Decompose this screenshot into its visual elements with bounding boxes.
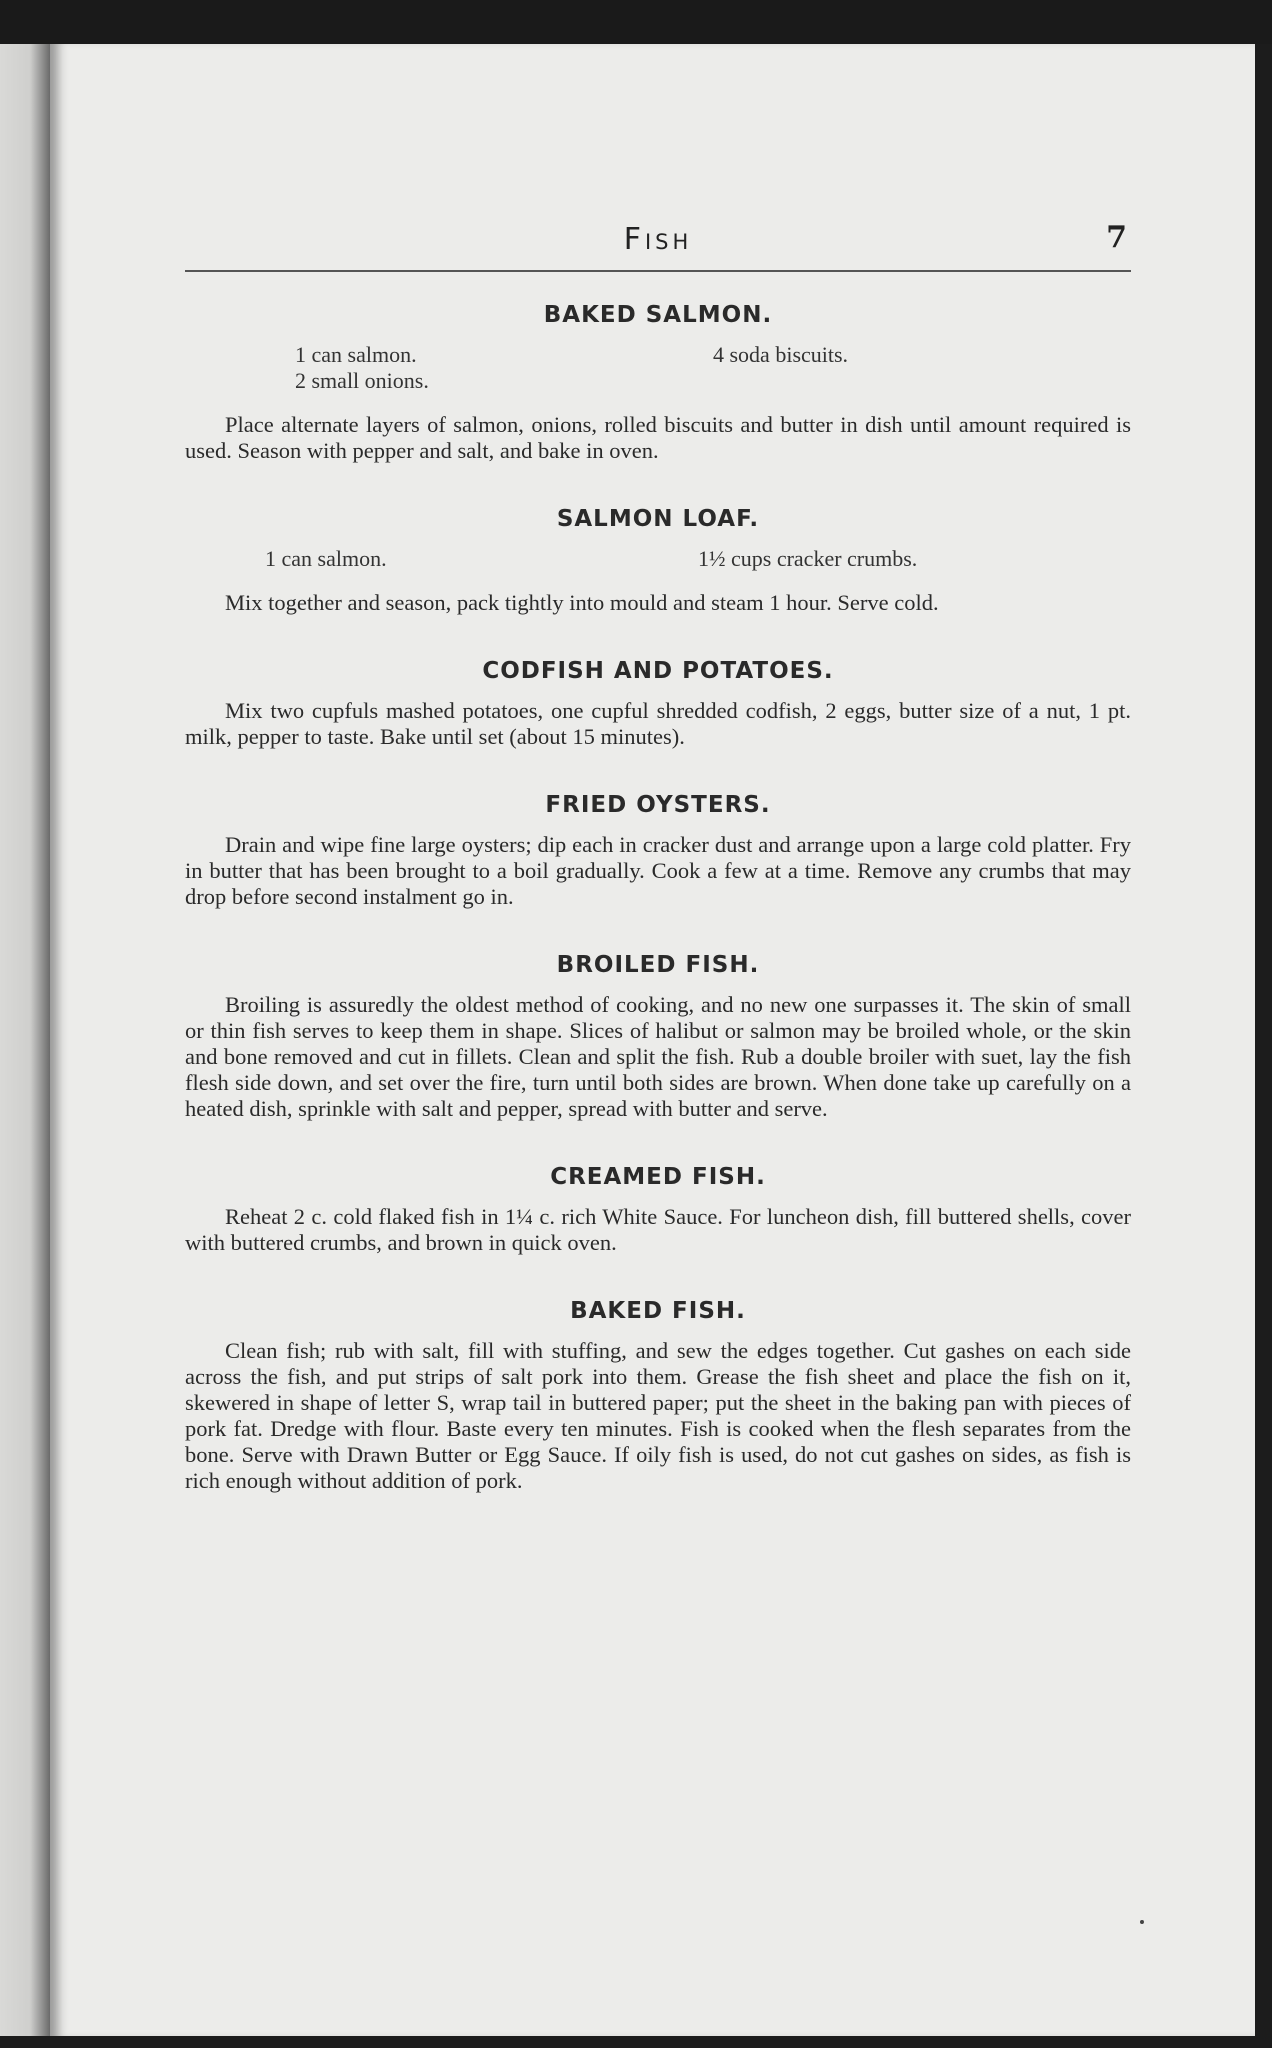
- ingredient-column-left: [295, 342, 713, 394]
- running-head: [185, 220, 1131, 272]
- recipe-creamed-fish: [185, 1164, 1131, 1256]
- recipe-instructions: Place alternate layers of salmon, onions, rolled biscuits and butter in dish until amount required is used. Season with pepper and salt, and bake in oven.: [185, 412, 1131, 463]
- running-title: Fish: [623, 222, 693, 257]
- recipe-baked-fish: [185, 1298, 1131, 1494]
- recipe-title: SALMON LOAF.: [556, 506, 760, 532]
- recipe-baked-salmon: [185, 302, 1131, 464]
- ingredient-column-right: [698, 546, 1131, 572]
- recipe-title: BROILED FISH.: [556, 952, 760, 978]
- recipe-instructions: Reheat 2 c. cold flaked fish in 1¼ c. rich White Sauce. For luncheon dish, fill buttered shells, cover with buttered crumbs, and brown in quick oven.: [185, 1204, 1131, 1255]
- recipe-title: CREAMED FISH.: [550, 1164, 766, 1190]
- ingredient: 2 small onions.: [295, 368, 429, 393]
- ingredient-column-left: [265, 546, 698, 572]
- ingredient-column-right: [713, 342, 1131, 394]
- recipe-codfish-and-potatoes: [185, 658, 1131, 750]
- recipe-broiled-fish: [185, 952, 1131, 1122]
- recipe-instructions: Broiling is assuredly the oldest method of cooking, and no new one surpasses it. The skin of small or thin fish serves to keep them in shape. Slices of halibut or salmon may be broiled whole, or the skin and bone removed and cut in fillets. Clean and split the fish. Rub a double broiler with suet, lay the fish flesh side down, and set over the fire, turn until both sides are brown. When done take up carefully on a heated dish, sprinkle with salt and pepper, spread with butter and serve.: [185, 992, 1131, 1121]
- recipe-salmon-loaf: [185, 506, 1131, 616]
- recipe-title: CODFISH AND POTATOES.: [482, 658, 834, 684]
- recipe-instructions: Mix two cupfuls mashed potatoes, one cupful shredded codfish, 2 eggs, butter size of a nut, 1 pt. milk, pepper to taste. Bake until set (about 15 minutes).: [185, 698, 1131, 749]
- ingredient: 1½ cups cracker crumbs.: [698, 546, 918, 571]
- recipe-title: FRIED OYSTERS.: [545, 792, 771, 818]
- recipe-instructions: Mix together and season, pack tightly into mould and steam 1 hour. Serve cold.: [225, 590, 939, 615]
- recipe-title: BAKED FISH.: [570, 1298, 746, 1324]
- recipe-fried-oysters: [185, 792, 1131, 910]
- ingredient: 1 can salmon.: [265, 546, 387, 571]
- recipe-instructions: Drain and wipe fine large oysters; dip each in cracker dust and arrange upon a large cold platter. Fry in butter that has been brought to a boil gradually. Cook a few at a time. Remove any crumbs that may drop before second instalment go in.: [185, 832, 1131, 909]
- scan-top-edge: [0, 0, 1272, 44]
- paper-speck: [1140, 1920, 1144, 1924]
- ingredient: 4 soda biscuits.: [713, 342, 849, 367]
- ingredient-list: [185, 342, 1131, 394]
- recipe-instructions: Clean fish; rub with salt, fill with stuffing, and sew the edges together. Cut gashes on each side across the fish, and put strips of salt pork into them. Grease the fish sheet and place the fish on it, skewered in shape of letter S, wrap tail in buttered paper; put the sheet in the baking pan with pieces of pork fat. Dredge with flour. Baste every ten minutes. Fish is cooked when the flesh separates from the bone. Serve with Drawn Butter or Egg Sauce. If oily fish is used, do not cut gashes on sides, as fish is rich enough without addition of pork.: [185, 1338, 1131, 1493]
- page-content: [185, 220, 1131, 1536]
- ingredient: 1 can salmon.: [295, 342, 417, 367]
- facing-page-edge: [0, 44, 50, 2036]
- recipe-title: BAKED SALMON.: [543, 302, 773, 328]
- ingredient-list: [185, 546, 1131, 572]
- page-number: 7: [1106, 220, 1127, 255]
